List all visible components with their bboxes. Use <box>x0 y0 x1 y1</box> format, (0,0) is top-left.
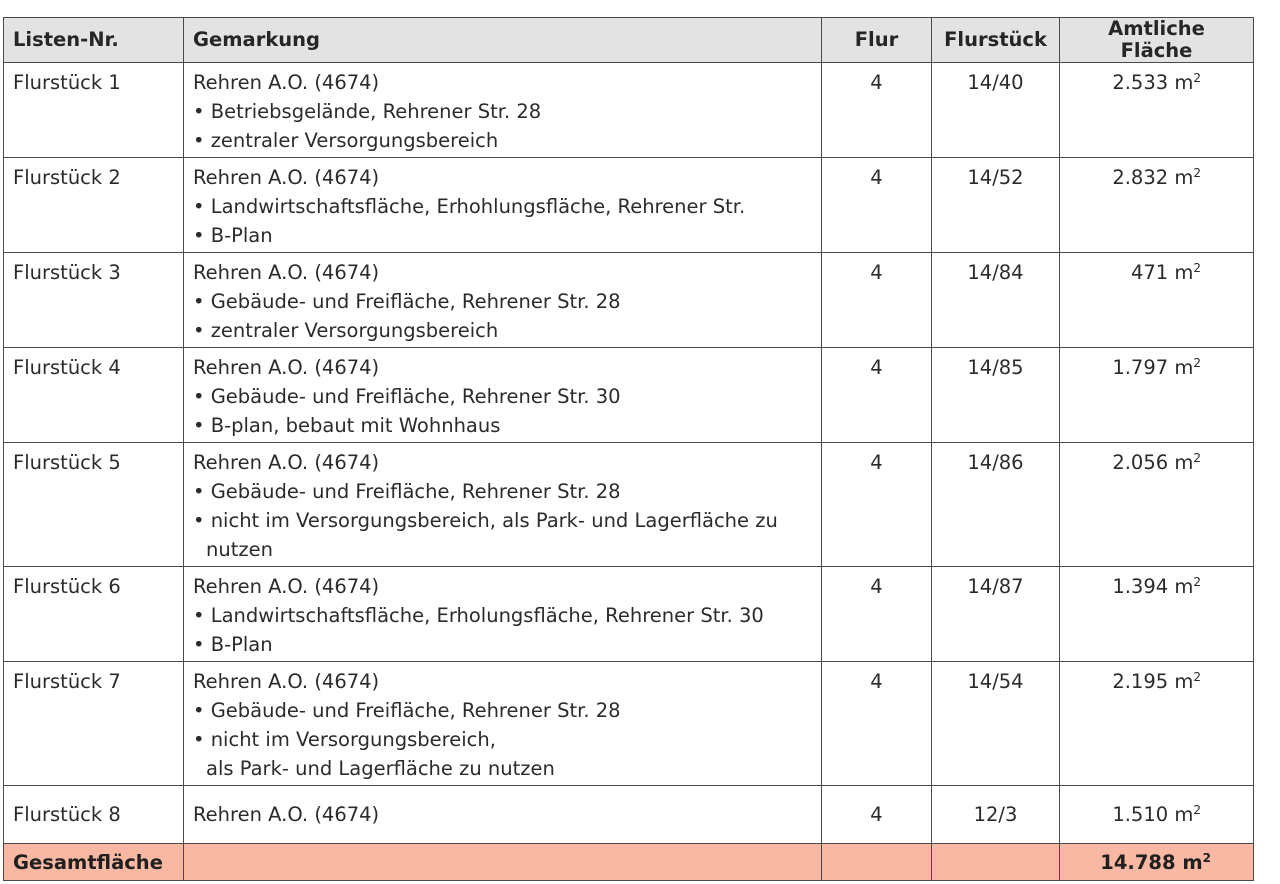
gemarkung-name: Rehren A.O. (4674) <box>193 261 380 284</box>
table-row <box>4 63 1254 158</box>
table-row <box>4 443 1254 567</box>
gemarkung-name: Rehren A.O. (4674) <box>193 71 380 94</box>
gemarkung-detail: • Landwirtschaftsfläche, Erholungsfläche, Rehrener Str. 30 <box>193 604 764 627</box>
cell-flaeche <box>1060 348 1254 443</box>
gemarkung-detail: • Gebäude- und Freifläche, Rehrener Str. 28 <box>193 480 621 503</box>
cell-flur: 4 <box>822 443 932 567</box>
cell-flur: 4 <box>822 63 932 158</box>
gemarkung-detail: • B-Plan <box>193 224 273 247</box>
area-unit-exponent: 2 <box>1193 261 1201 275</box>
area-value: 2.533 m <box>1112 71 1194 94</box>
cell-flurstueck: 14/87 <box>932 567 1060 662</box>
cell-flaeche <box>1060 443 1254 567</box>
table-row <box>4 348 1254 443</box>
area-unit-exponent: 2 <box>1193 670 1201 684</box>
cell-flurstueck: 12/3 <box>932 786 1060 844</box>
cell-listen-nr: Flurstück 6 <box>4 567 184 662</box>
cell-flaeche <box>1060 158 1254 253</box>
cell-flur: 4 <box>822 253 932 348</box>
gemarkung-detail: • Gebäude- und Freifläche, Rehrener Str. 30 <box>193 385 621 408</box>
header-row <box>4 18 1254 63</box>
cell-listen-nr: Flurstück 7 <box>4 662 184 786</box>
total-empty-cell <box>932 844 1060 881</box>
total-area-value: 14.788 m <box>1100 850 1203 874</box>
gemarkung-name: Rehren A.O. (4674) <box>193 670 380 693</box>
area-value: 471 m <box>1130 261 1194 284</box>
area-unit-exponent: 2 <box>1193 803 1201 817</box>
cell-flurstueck: 14/85 <box>932 348 1060 443</box>
cell-flaeche <box>1060 63 1254 158</box>
gemarkung-detail: • zentraler Versorgungsbereich <box>193 129 499 152</box>
cell-flur: 4 <box>822 567 932 662</box>
total-empty-cell <box>822 844 932 881</box>
gemarkung-name: Rehren A.O. (4674) <box>193 356 380 379</box>
total-row <box>4 844 1254 881</box>
area-unit-exponent: 2 <box>1193 451 1201 465</box>
gemarkung-detail: • Betriebsgelände, Rehrener Str. 28 <box>193 100 542 123</box>
cell-gemarkung <box>184 253 822 348</box>
total-label: Gesamtfläche <box>4 844 184 881</box>
cell-gemarkung <box>184 348 822 443</box>
cell-flur: 4 <box>822 348 932 443</box>
parcel-table <box>3 17 1254 881</box>
gemarkung-name: Rehren A.O. (4674) <box>193 166 380 189</box>
cell-flurstueck: 14/86 <box>932 443 1060 567</box>
area-unit-exponent: 2 <box>1193 71 1201 85</box>
cell-listen-nr: Flurstück 3 <box>4 253 184 348</box>
gemarkung-detail: • Landwirtschaftsfläche, Erhohlungsfläche, Rehrener Str. <box>193 195 746 218</box>
table-row <box>4 567 1254 662</box>
cell-flurstueck: 14/52 <box>932 158 1060 253</box>
gemarkung-detail: nutzen <box>206 538 273 561</box>
cell-flaeche <box>1060 567 1254 662</box>
gemarkung-name: Rehren A.O. (4674) <box>193 803 380 826</box>
cell-flaeche <box>1060 786 1254 844</box>
area-unit-exponent: 2 <box>1193 356 1201 370</box>
cell-listen-nr: Flurstück 2 <box>4 158 184 253</box>
area-value: 2.195 m <box>1112 670 1194 693</box>
cell-gemarkung <box>184 786 822 844</box>
header-flaeche: Amtliche Fläche <box>1060 18 1254 63</box>
cell-gemarkung <box>184 63 822 158</box>
gemarkung-detail: • Gebäude- und Freifläche, Rehrener Str. 28 <box>193 290 621 313</box>
gemarkung-detail: als Park- und Lagerfläche zu nutzen <box>206 757 555 780</box>
gemarkung-detail: • zentraler Versorgungsbereich <box>193 319 499 342</box>
gemarkung-name: Rehren A.O. (4674) <box>193 451 380 474</box>
gemarkung-detail: • B-Plan <box>193 633 273 656</box>
cell-flurstueck: 14/84 <box>932 253 1060 348</box>
area-value: 1.510 m <box>1112 803 1194 826</box>
cell-listen-nr: Flurstück 4 <box>4 348 184 443</box>
cell-flurstueck: 14/54 <box>932 662 1060 786</box>
cell-flur: 4 <box>822 662 932 786</box>
cell-flaeche <box>1060 662 1254 786</box>
header-flurstueck: Flurstück <box>932 18 1060 63</box>
cell-gemarkung <box>184 158 822 253</box>
cell-listen-nr: Flurstück 8 <box>4 786 184 844</box>
gemarkung-detail: • nicht im Versorgungsbereich, als Park- und Lagerfläche zu <box>193 509 778 532</box>
area-unit-exponent: 2 <box>1193 166 1201 180</box>
table-row <box>4 253 1254 348</box>
gemarkung-detail: • Gebäude- und Freifläche, Rehrener Str. 28 <box>193 699 621 722</box>
cell-flur: 4 <box>822 158 932 253</box>
gemarkung-name: Rehren A.O. (4674) <box>193 575 380 598</box>
cell-gemarkung <box>184 567 822 662</box>
header-flur: Flur <box>822 18 932 63</box>
area-value: 2.832 m <box>1112 166 1194 189</box>
area-unit-exponent: 2 <box>1193 575 1201 589</box>
area-value: 1.394 m <box>1112 575 1194 598</box>
header-gemarkung: Gemarkung <box>184 18 822 63</box>
area-value: 2.056 m <box>1112 451 1194 474</box>
cell-listen-nr: Flurstück 5 <box>4 443 184 567</box>
total-empty-cell <box>184 844 822 881</box>
table-row <box>4 786 1254 844</box>
gemarkung-detail: • nicht im Versorgungsbereich, <box>193 728 496 751</box>
cell-flur: 4 <box>822 786 932 844</box>
area-unit-exponent: 2 <box>1202 850 1211 865</box>
table-row <box>4 662 1254 786</box>
cell-gemarkung <box>184 443 822 567</box>
cell-flaeche <box>1060 253 1254 348</box>
cell-flurstueck: 14/40 <box>932 63 1060 158</box>
header-listen-nr: Listen-Nr. <box>4 18 184 63</box>
area-value: 1.797 m <box>1112 356 1194 379</box>
cell-gemarkung <box>184 662 822 786</box>
table-row <box>4 158 1254 253</box>
gemarkung-detail: • B-plan, bebaut mit Wohnhaus <box>193 414 501 437</box>
total-flaeche <box>1060 844 1254 881</box>
cell-listen-nr: Flurstück 1 <box>4 63 184 158</box>
